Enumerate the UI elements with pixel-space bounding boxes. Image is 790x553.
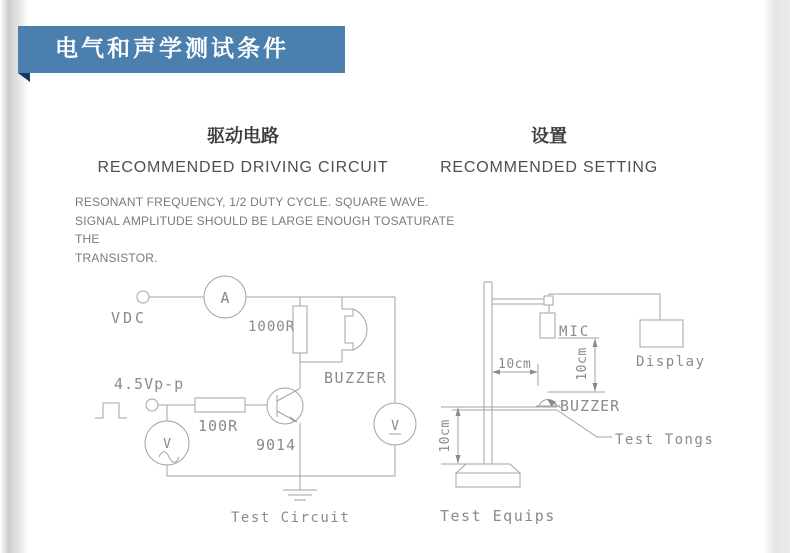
vdc-label: VDC [111, 309, 148, 327]
ammeter-label: A [220, 289, 230, 307]
driving-note [75, 193, 475, 267]
dim-shelf-base-label: 10cm [438, 419, 453, 453]
mic-label: MIC [559, 324, 591, 340]
signal-amplitude-label: 4.5Vp-p [114, 375, 185, 393]
driving-circuit-title-en: RECOMMENDED DRIVING CIRCUIT [97, 159, 389, 176]
test-equips-diagram [435, 275, 720, 530]
note-line-3: TRANSISTOR. [75, 250, 158, 265]
banner-fold [18, 73, 30, 82]
buzzer-label: BUZZER [324, 369, 388, 387]
equips-structure [441, 282, 683, 487]
transistor-label: 9014 [256, 436, 297, 454]
dim-mic-buzzer-label: 10cm [575, 347, 590, 381]
dim-pole-buzzer-label: 10cm [498, 357, 532, 372]
test-equips-caption: Test Equips [440, 507, 556, 525]
test-circuit-caption: Test Circuit [231, 510, 351, 526]
section-banner [18, 26, 345, 73]
source-meter-label: V [163, 437, 171, 452]
driving-circuit-title-zh: 驱动电路 [207, 126, 279, 147]
equips-buzzer-label: BUZZER [560, 397, 621, 415]
banner-title: 电气和声学测试条件 [55, 36, 289, 62]
driving-circuit-heading [88, 122, 398, 177]
display-label: Display [636, 354, 706, 370]
voltmeter-label: V [391, 419, 399, 434]
note-line-2: SIGNAL AMPLITUDE SHOULD BE LARGE ENOUGH TOSATURATE THE [75, 213, 455, 246]
r2-label: 100R [198, 417, 239, 435]
setting-title-en: RECOMMENDED SETTING [440, 159, 658, 176]
r1-label: 1000R [248, 319, 296, 335]
page-right-edge [763, 0, 790, 553]
setting-title-zh: 设置 [531, 126, 567, 147]
test-circuit-diagram [88, 272, 436, 534]
note-line-1: RESONANT FREQUENCY, 1/2 DUTY CYCLE. SQUARE WAVE. [75, 195, 429, 209]
setting-heading [439, 122, 659, 177]
page-left-edge [0, 0, 28, 553]
test-tongs-label: Test Tongs [615, 432, 715, 448]
